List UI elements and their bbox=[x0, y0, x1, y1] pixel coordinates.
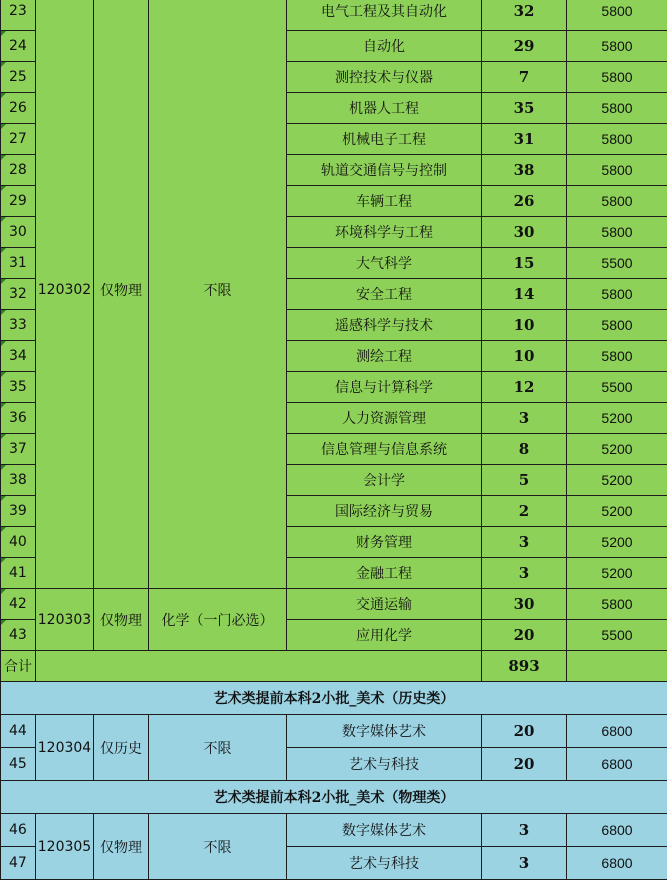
plan-count: 3 bbox=[482, 814, 567, 847]
major-name: 金融工程 bbox=[287, 558, 482, 589]
major-name: 信息与计算科学 bbox=[287, 372, 482, 403]
tuition-fee: 5800 bbox=[567, 62, 667, 93]
plan-count: 38 bbox=[482, 155, 567, 186]
major-name: 信息管理与信息系统 bbox=[287, 434, 482, 465]
table-body bbox=[1, 0, 667, 880]
row-number: 40 bbox=[1, 527, 36, 558]
tuition-fee: 5800 bbox=[567, 124, 667, 155]
plan-count: 26 bbox=[482, 186, 567, 217]
plan-count: 3 bbox=[482, 527, 567, 558]
row-number: 29 bbox=[1, 186, 36, 217]
major-name: 机器人工程 bbox=[287, 93, 482, 124]
second-subject-requirement: 不限 bbox=[149, 715, 287, 781]
total-count: 893 bbox=[482, 651, 567, 682]
row-number: 45 bbox=[1, 748, 36, 781]
major-name: 大气科学 bbox=[287, 248, 482, 279]
total-row bbox=[1, 651, 667, 682]
plan-count: 29 bbox=[482, 31, 567, 62]
subject-requirement: 仅物理 bbox=[94, 0, 149, 589]
table-row bbox=[1, 0, 667, 31]
row-number: 44 bbox=[1, 715, 36, 748]
row-number: 43 bbox=[1, 620, 36, 651]
tuition-fee: 5500 bbox=[567, 620, 667, 651]
total-fee-empty bbox=[567, 651, 667, 682]
tuition-fee: 5800 bbox=[567, 31, 667, 62]
row-number: 42 bbox=[1, 589, 36, 620]
row-number: 31 bbox=[1, 248, 36, 279]
major-name: 车辆工程 bbox=[287, 186, 482, 217]
row-number: 33 bbox=[1, 310, 36, 341]
row-number: 38 bbox=[1, 465, 36, 496]
row-number: 30 bbox=[1, 217, 36, 248]
tuition-fee: 5500 bbox=[567, 248, 667, 279]
row-number: 32 bbox=[1, 279, 36, 310]
tuition-fee: 6800 bbox=[567, 748, 667, 781]
plan-count: 10 bbox=[482, 341, 567, 372]
tuition-fee: 5800 bbox=[567, 310, 667, 341]
section-header-row bbox=[1, 682, 667, 715]
plan-count: 3 bbox=[482, 403, 567, 434]
tuition-fee: 5800 bbox=[567, 217, 667, 248]
row-number: 26 bbox=[1, 93, 36, 124]
plan-count: 20 bbox=[482, 748, 567, 781]
table-row bbox=[1, 814, 667, 847]
table-row bbox=[1, 715, 667, 748]
group-code: 120305 bbox=[36, 814, 94, 880]
major-name: 人力资源管理 bbox=[287, 403, 482, 434]
plan-count: 32 bbox=[482, 0, 567, 31]
major-name: 艺术与科技 bbox=[287, 748, 482, 781]
tuition-fee: 5800 bbox=[567, 186, 667, 217]
plan-count: 20 bbox=[482, 620, 567, 651]
subject-requirement: 仅历史 bbox=[94, 715, 149, 781]
major-name: 测绘工程 bbox=[287, 341, 482, 372]
tuition-fee: 6800 bbox=[567, 847, 667, 880]
row-number: 41 bbox=[1, 558, 36, 589]
tuition-fee: 5200 bbox=[567, 434, 667, 465]
group-code: 120303 bbox=[36, 589, 94, 651]
total-label: 合计 bbox=[1, 651, 36, 682]
tuition-fee: 5200 bbox=[567, 558, 667, 589]
group-code: 120302 bbox=[36, 0, 94, 589]
plan-count: 5 bbox=[482, 465, 567, 496]
tuition-fee: 5200 bbox=[567, 465, 667, 496]
plan-count: 12 bbox=[482, 372, 567, 403]
tuition-fee: 5800 bbox=[567, 279, 667, 310]
major-name: 财务管理 bbox=[287, 527, 482, 558]
row-number: 24 bbox=[1, 31, 36, 62]
major-name: 自动化 bbox=[287, 31, 482, 62]
plan-count: 15 bbox=[482, 248, 567, 279]
tuition-fee: 5800 bbox=[567, 341, 667, 372]
major-name: 数字媒体艺术 bbox=[287, 715, 482, 748]
plan-count: 3 bbox=[482, 558, 567, 589]
major-name: 遥感科学与技术 bbox=[287, 310, 482, 341]
row-number: 34 bbox=[1, 341, 36, 372]
row-number: 23 bbox=[1, 0, 36, 31]
row-number: 46 bbox=[1, 814, 36, 847]
plan-count: 7 bbox=[482, 62, 567, 93]
plan-count: 35 bbox=[482, 93, 567, 124]
tuition-fee: 5800 bbox=[567, 155, 667, 186]
row-number: 37 bbox=[1, 434, 36, 465]
tuition-fee: 6800 bbox=[567, 715, 667, 748]
second-subject-requirement: 不限 bbox=[149, 0, 287, 589]
major-name: 测控技术与仪器 bbox=[287, 62, 482, 93]
plan-count: 10 bbox=[482, 310, 567, 341]
total-spacer bbox=[36, 651, 482, 682]
major-name: 艺术与科技 bbox=[287, 847, 482, 880]
section-header: 艺术类提前本科2小批_美术（历史类） bbox=[1, 682, 667, 715]
tuition-fee: 6800 bbox=[567, 814, 667, 847]
row-number: 35 bbox=[1, 372, 36, 403]
row-number: 36 bbox=[1, 403, 36, 434]
tuition-fee: 5500 bbox=[567, 372, 667, 403]
subject-requirement: 仅物理 bbox=[94, 814, 149, 880]
tuition-fee: 5200 bbox=[567, 496, 667, 527]
tuition-fee: 5800 bbox=[567, 589, 667, 620]
major-name: 会计学 bbox=[287, 465, 482, 496]
plan-count: 14 bbox=[482, 279, 567, 310]
plan-count: 31 bbox=[482, 124, 567, 155]
plan-count: 30 bbox=[482, 589, 567, 620]
second-subject-requirement: 不限 bbox=[149, 814, 287, 880]
tuition-fee: 5200 bbox=[567, 403, 667, 434]
plan-count: 20 bbox=[482, 715, 567, 748]
major-name: 应用化学 bbox=[287, 620, 482, 651]
major-name: 国际经济与贸易 bbox=[287, 496, 482, 527]
tuition-fee: 5800 bbox=[567, 0, 667, 31]
major-name: 环境科学与工程 bbox=[287, 217, 482, 248]
tuition-fee: 5800 bbox=[567, 93, 667, 124]
major-name: 数字媒体艺术 bbox=[287, 814, 482, 847]
row-number: 47 bbox=[1, 847, 36, 880]
major-name: 机械电子工程 bbox=[287, 124, 482, 155]
plan-count: 2 bbox=[482, 496, 567, 527]
plan-count: 3 bbox=[482, 847, 567, 880]
major-name: 电气工程及其自动化 bbox=[287, 0, 482, 31]
table-row bbox=[1, 589, 667, 620]
major-name: 交通运输 bbox=[287, 589, 482, 620]
plan-count: 30 bbox=[482, 217, 567, 248]
major-name: 安全工程 bbox=[287, 279, 482, 310]
row-number: 28 bbox=[1, 155, 36, 186]
row-number: 27 bbox=[1, 124, 36, 155]
section-header-row bbox=[1, 781, 667, 814]
second-subject-requirement: 化学（一门必选） bbox=[149, 589, 287, 651]
row-number: 25 bbox=[1, 62, 36, 93]
tuition-fee: 5200 bbox=[567, 527, 667, 558]
subject-requirement: 仅物理 bbox=[94, 589, 149, 651]
plan-count: 8 bbox=[482, 434, 567, 465]
major-name: 轨道交通信号与控制 bbox=[287, 155, 482, 186]
section-header: 艺术类提前本科2小批_美术（物理类） bbox=[1, 781, 667, 814]
row-number: 39 bbox=[1, 496, 36, 527]
group-code: 120304 bbox=[36, 715, 94, 781]
